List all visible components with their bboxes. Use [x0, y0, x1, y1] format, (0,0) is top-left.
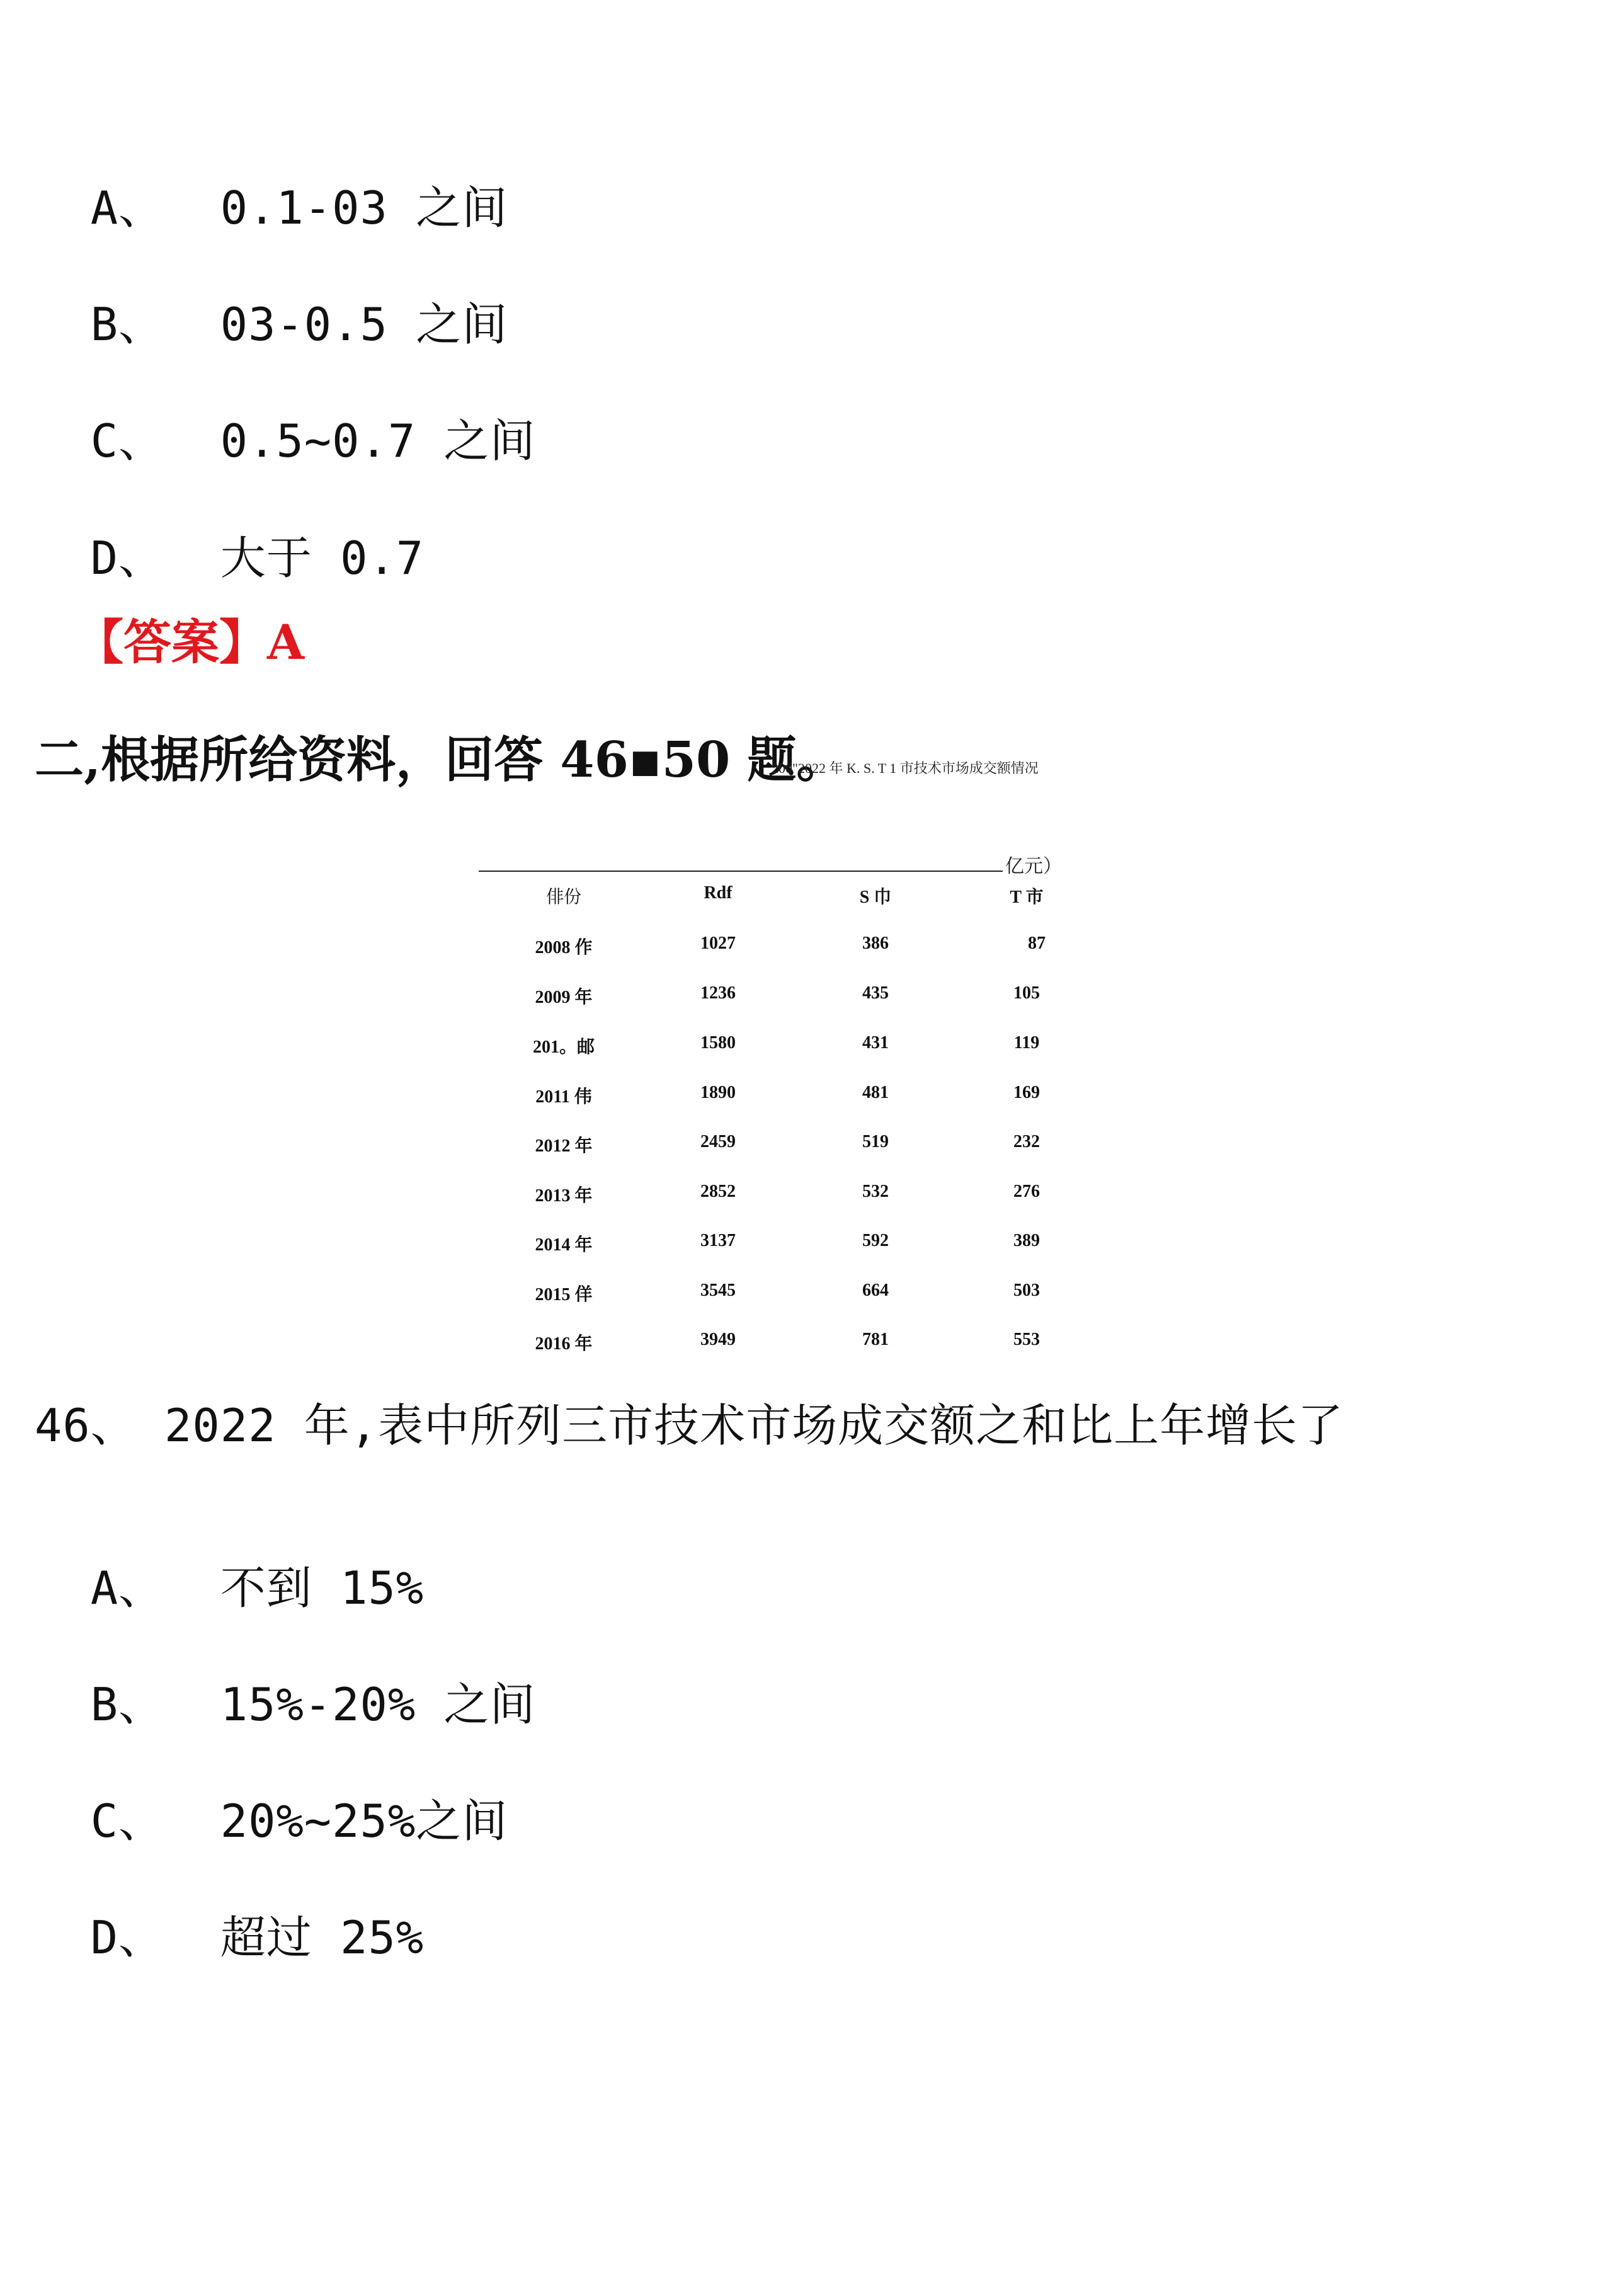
table-cell: 3949 [700, 1330, 736, 1349]
table-row [479, 1083, 1083, 1108]
table-header [479, 883, 1083, 908]
option-text: 0.1-03 之间 [220, 181, 508, 234]
table-cell: 664 [862, 1281, 889, 1300]
table-row [479, 983, 1083, 1008]
table-cell: 2011 伟 [535, 1087, 592, 1107]
table-cell: 532 [862, 1182, 889, 1201]
table-cell: 481 [862, 1083, 889, 1102]
table-unit: 亿元） [1005, 856, 1062, 877]
table-cell: 2852 [700, 1182, 736, 1201]
option-letter: B、 [90, 298, 165, 351]
table-cell: 2015 佯 [535, 1285, 593, 1305]
table-cell: 232 [1013, 1132, 1040, 1151]
table-cell: 201。邮 [532, 1037, 595, 1057]
option-letter: C、 [90, 1795, 165, 1848]
table-top-rule [479, 871, 1003, 872]
option-text: 大于 0.7 [220, 532, 425, 585]
option-b [35, 256, 508, 351]
table-cell: 519 [862, 1132, 889, 1151]
table-cell: 1890 [700, 1083, 736, 1102]
question-46-stem: 46、 2022 年,表中所列三市技术市场成交额之和比上年增长了 [35, 1399, 1344, 1452]
option-text: 超过 25% [220, 1911, 425, 1964]
table-cell: 2013 年 [535, 1186, 593, 1206]
table-cell: 3137 [700, 1231, 736, 1250]
table-cell: 1027 [700, 934, 736, 953]
table-cell: 781 [862, 1330, 889, 1349]
table-cell: 1580 [700, 1033, 736, 1053]
table-cell: 503 [1013, 1281, 1040, 1300]
section-heading: 二,根据所给资料，回答 46▪50 题。 [35, 731, 846, 789]
table-cell: 2016 年 [535, 1334, 593, 1354]
table-row [479, 934, 1083, 959]
q46-option-d [35, 1870, 425, 1964]
table-cell: 2014 年 [535, 1235, 593, 1255]
option-d [35, 490, 425, 585]
option-letter: B、 [90, 1678, 165, 1731]
answer-label: 【答案】A [76, 614, 304, 670]
option-text: 20%~25%之间 [220, 1795, 508, 1848]
option-text: 15%-20% 之间 [220, 1678, 536, 1731]
table-row [479, 1281, 1083, 1306]
option-letter: D、 [90, 1911, 165, 1964]
table-cell: 2008 作 [535, 938, 593, 957]
option-text: 0.5~0.7 之间 [220, 414, 536, 467]
table-cell: 553 [1013, 1330, 1040, 1349]
table-cell: 435 [862, 983, 889, 1003]
table-cell: 87 [1028, 934, 1046, 953]
option-letter: A、 [90, 181, 165, 234]
column-header: Rdf [704, 883, 733, 903]
table-cell: 169 [1013, 1083, 1040, 1102]
option-text: 03-0.5 之间 [220, 298, 508, 351]
option-letter: A、 [90, 1562, 165, 1614]
option-a [35, 140, 508, 234]
table-cell: 386 [862, 934, 889, 953]
table-cell: 2459 [700, 1132, 736, 1151]
table-cell: 1236 [700, 983, 736, 1003]
table-cell: 276 [1013, 1182, 1040, 1201]
column-header: S 巾 [859, 888, 892, 907]
table-cell: 431 [862, 1033, 889, 1053]
q46-option-a [35, 1520, 425, 1614]
q46-option-c [35, 1753, 508, 1848]
table-row [479, 1132, 1083, 1157]
table-cell: 119 [1013, 1033, 1040, 1053]
table-cell: 2009 年 [535, 988, 593, 1007]
column-header: T 市 [1010, 888, 1044, 907]
table-row [479, 1033, 1083, 1058]
table-cell: 2012 年 [535, 1136, 593, 1156]
table-cell: 105 [1013, 983, 1040, 1003]
table-cell: 592 [862, 1231, 889, 1250]
option-text: 不到 15% [220, 1562, 425, 1614]
column-header: 俳份 [545, 888, 581, 907]
option-letter: C、 [90, 414, 165, 467]
q46-option-b [35, 1636, 536, 1731]
table-row [479, 1330, 1083, 1355]
table-cell: 3545 [700, 1281, 736, 1300]
table-row [479, 1231, 1083, 1256]
table-row [479, 1182, 1083, 1207]
table-cell: 389 [1013, 1231, 1040, 1250]
option-c [35, 373, 536, 467]
table-caption: 200"2022 年 K. S. T 1 市技术市场成交额情况 [772, 760, 1039, 776]
option-letter: D、 [90, 532, 165, 585]
